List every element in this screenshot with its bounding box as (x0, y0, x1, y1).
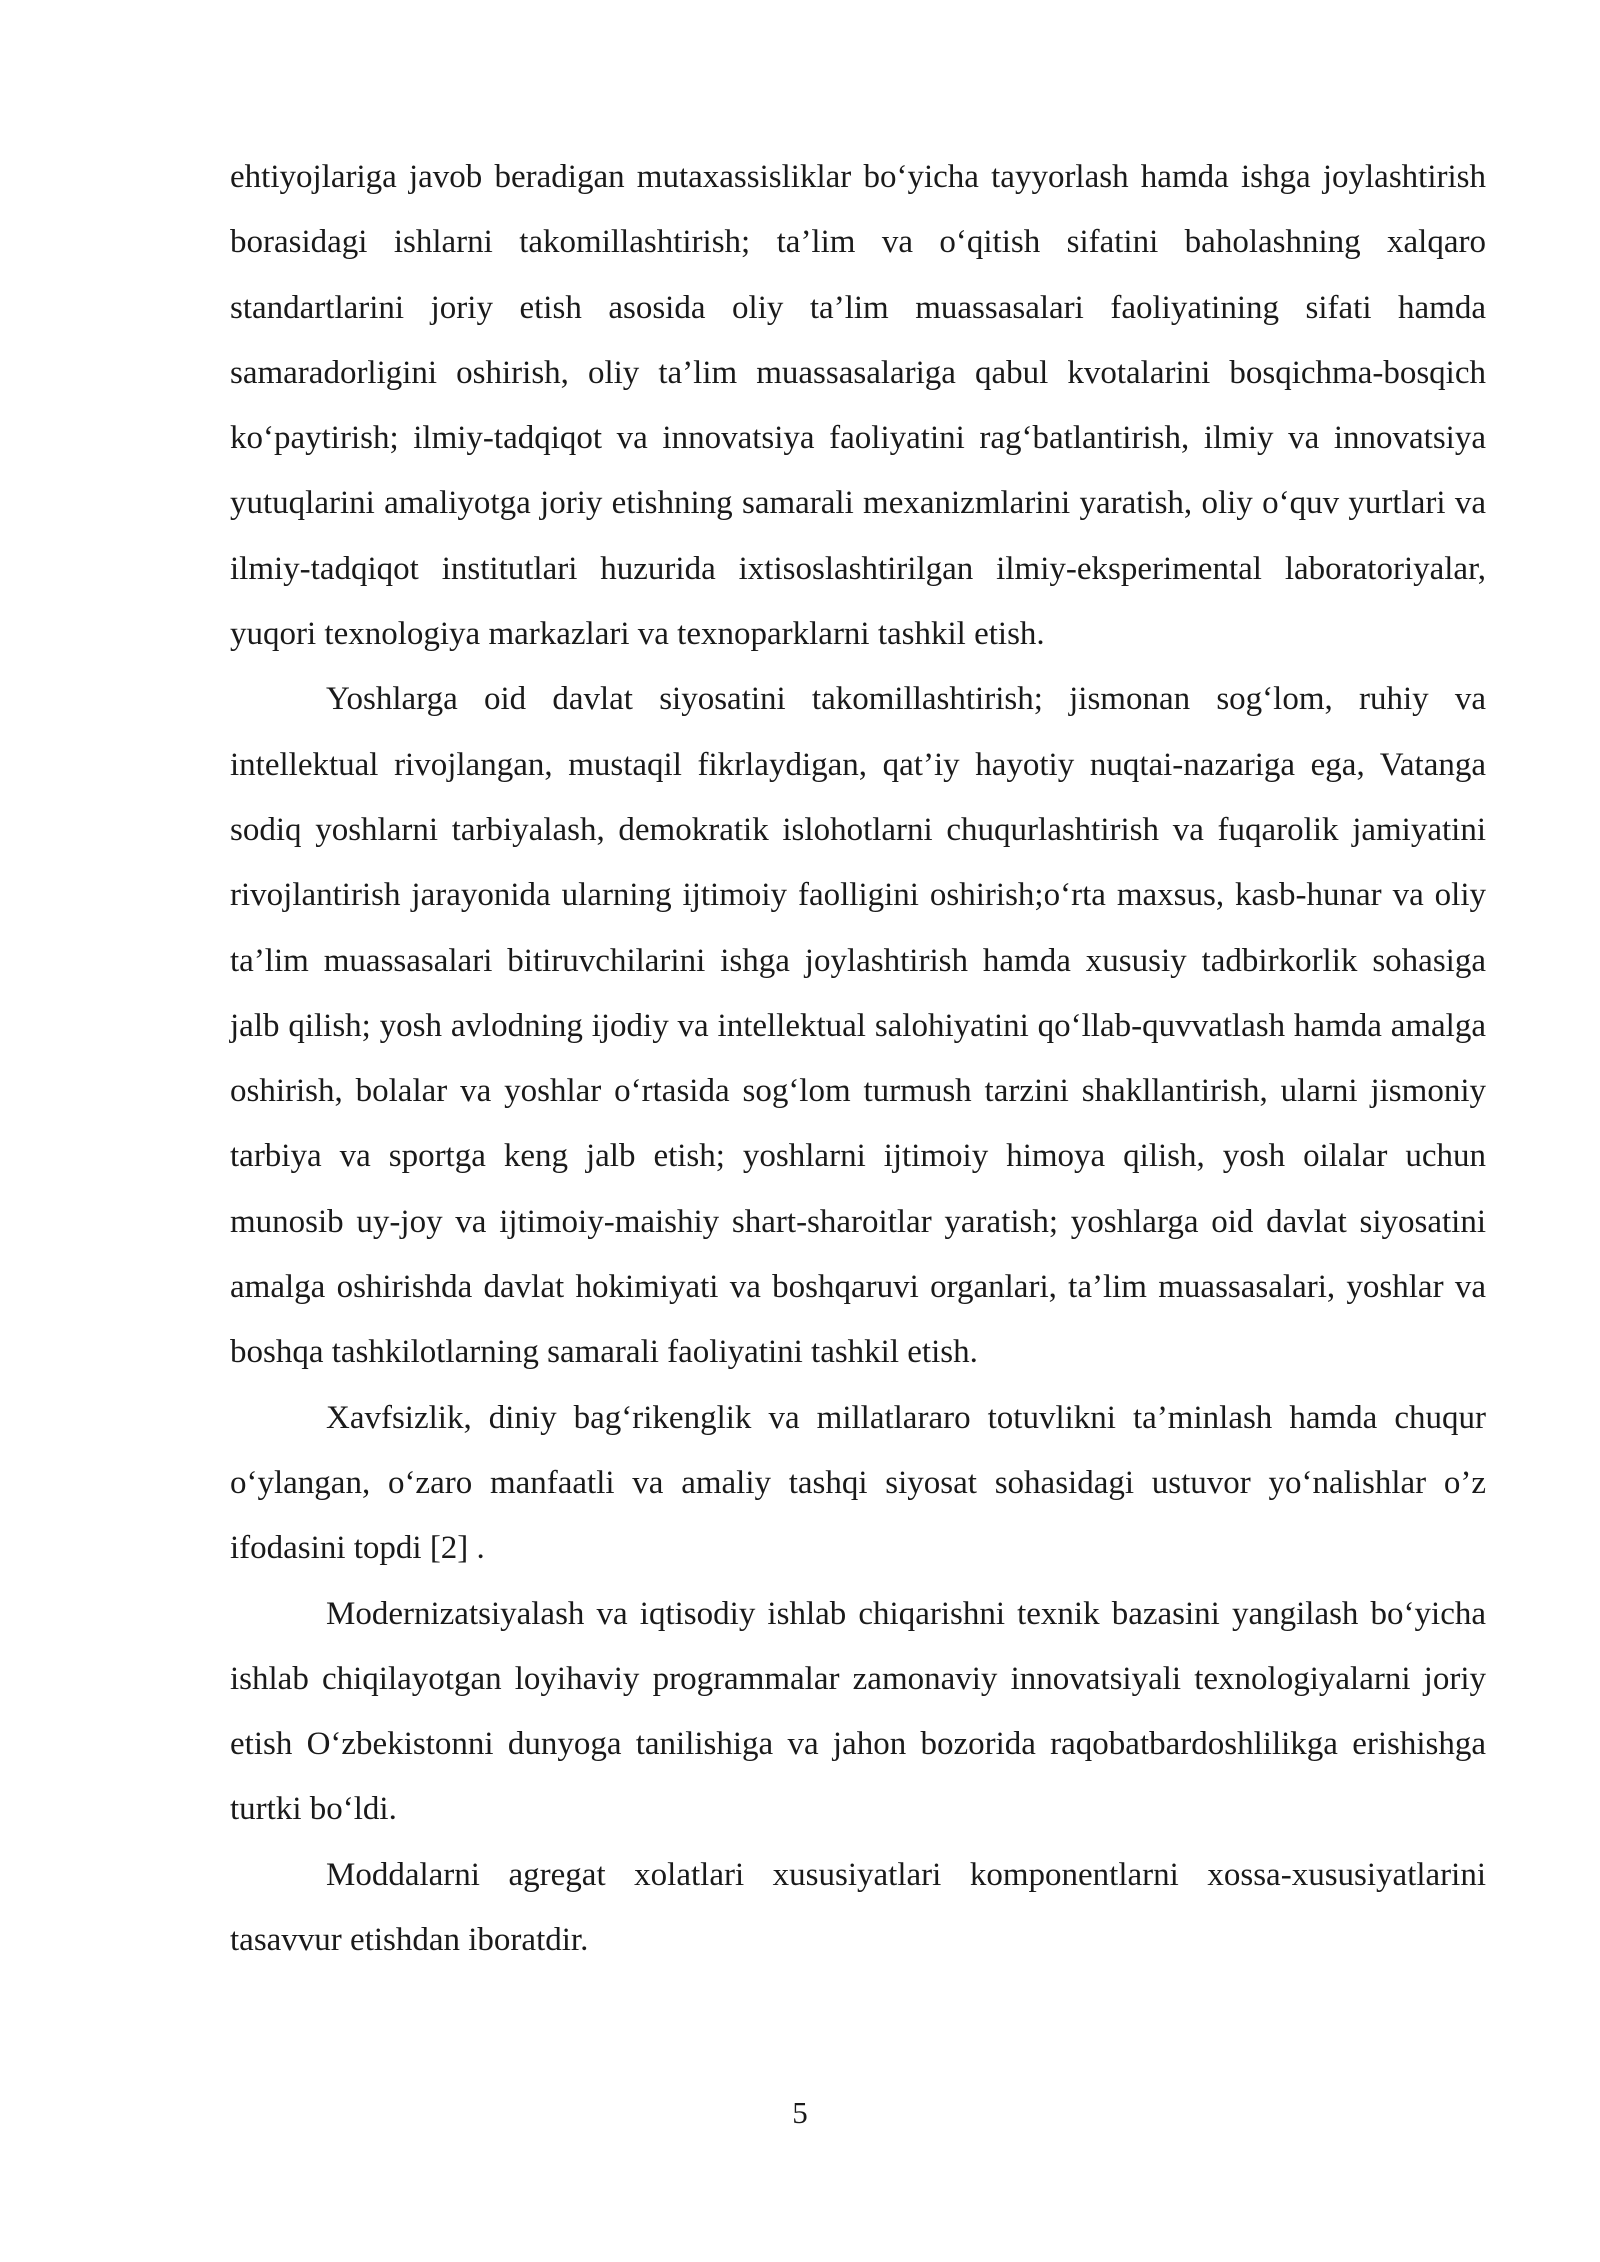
page-number: 5 (792, 2095, 808, 2130)
paragraph: Xavfsizlik, diniy bag‘rikenglik va millatlararo totuvlikni ta’minlash hamda chuqur o‘ylangan, o‘zaro manfaatli va amaliy tashqi siyosat sohasidagi ustuvor yo‘nalishlar o’z ifodasini topdi [2] . (230, 1399, 1486, 1567)
paragraph: ehtiyojlariga javob beradigan mutaxassisliklar bo‘yicha tayyorlash hamda ishga joylashtirish borasidagi ishlarni takomillashtirish; ta’lim va o‘qitish sifatini baholashning xalqaro standartlarini joriy etish asosida oliy ta’lim muassasalari faoliyatining sifati hamda samaradorligini oshirish, oliy ta’lim muassasalariga qabul kvotalarini bosqichma-bosqich ko‘paytirish; ilmiy-tadqiqot va innovatsiya faoliyatini rag‘batlantirish, ilmiy va innovatsiya yutuqlarini amaliyotga joriy etishning samarali mexanizmlarini yaratish, oliy o‘quv yurtlari va ilmiy-tadqiqot institutlari huzurida ixtisoslashtirilgan ilmiy-eksperimental laboratoriyalar, yuqori texnologiya markazlari va texnoparklarni tashkil etish. (230, 159, 1486, 653)
paragraph: Moddalarni agregat xolatlari xususiyatlari komponentlarni xossa-xususiyatlarini tasavvur etishdan iboratdir. (230, 1856, 1486, 1959)
document-body (230, 145, 1486, 1973)
paragraph: Modernizatsiyalash va iqtisodiy ishlab chiqarishni texnik bazasini yangilash bo‘yicha ishlab chiqilayotgan loyihaviy programmalar zamonaviy innovatsiyali texnologiyalarni joriy etish O‘zbekistonni dunyoga tanilishiga va jahon bozorida raqobatbardoshlilikga erishishga turtki bo‘ldi. (230, 1595, 1486, 1828)
paragraph: Yoshlarga oid davlat siyosatini takomillashtirish; jismonan sog‘lom, ruhiy va intellektual rivojlangan, mustaqil fikrlaydigan, qat’iy hayotiy nuqtai-nazariga ega, Vatanga sodiq yoshlarni tarbiyalash, demokratik islohotlarni chuqurlashtirish va fuqarolik jamiyatini rivojlantirish jarayonida ularning ijtimoiy faolligini oshirish;o‘rta maxsus, kasb-hunar va oliy ta’lim muassasalari bitiruvchilarini ishga joylashtirish hamda xususiy tadbirkorlik sohasiga jalb qilish; yosh avlodning ijodiy va intellektual salohiyatini qo‘llab-quvvatlash hamda amalga oshirish, bolalar va yoshlar o‘rtasida sog‘lom turmush tarzini shakllantirish, ularni jismoniy tarbiya va sportga keng jalb etish; yoshlarni ijtimoiy himoya qilish, yosh oilalar uchun munosib uy-joy va ijtimoiy-maishiy shart-sharoitlar yaratish; yoshlarga oid davlat siyosatini amalga oshirishda davlat hokimiyati va boshqaruvi organlari, ta’lim muassasalari, yoshlar va boshqa tashkilotlarning samarali faoliyatini tashkil etish. (230, 681, 1486, 1371)
